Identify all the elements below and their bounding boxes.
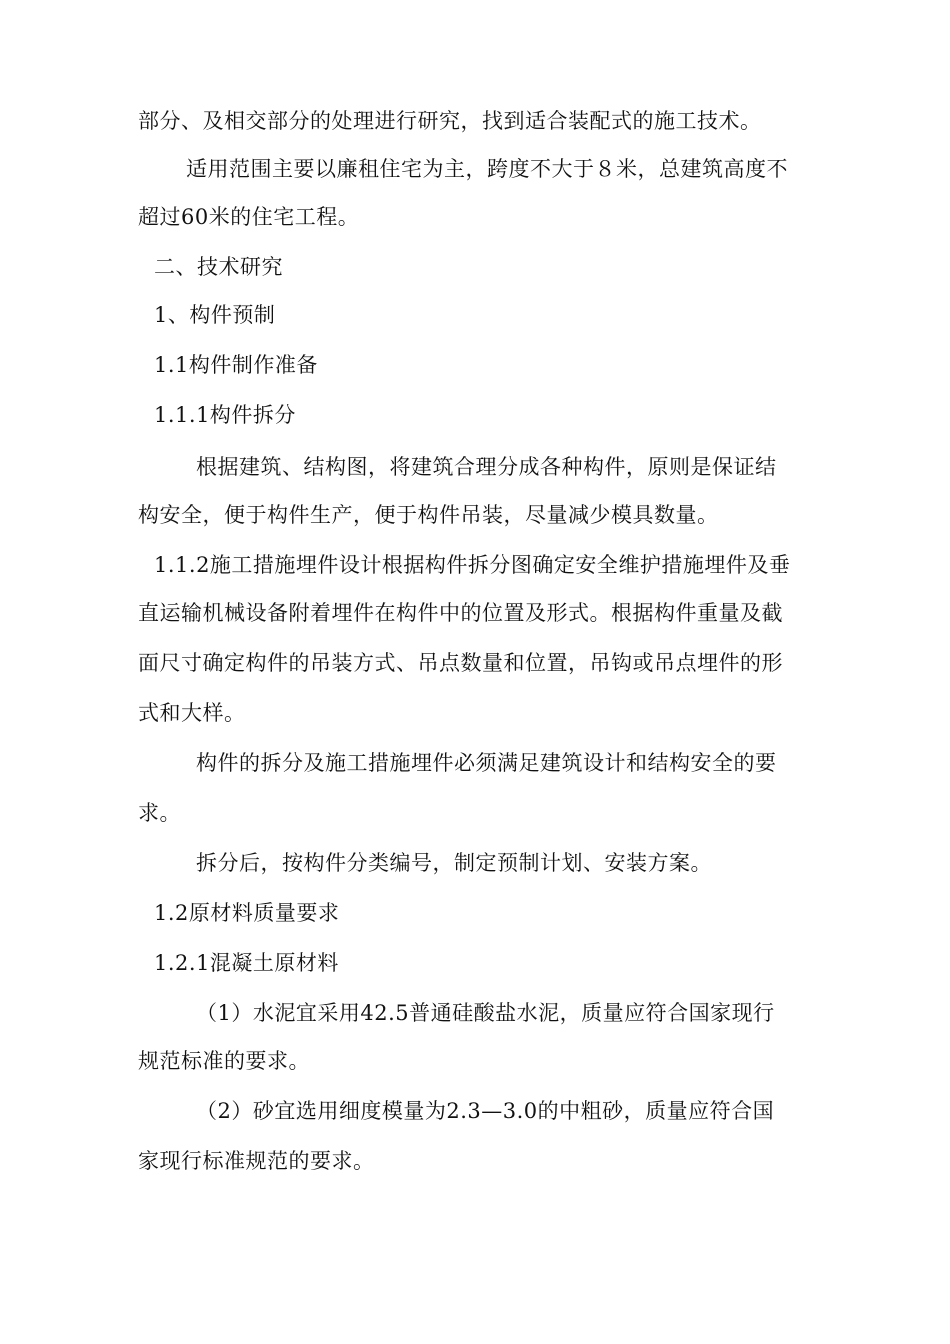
list-item: （2）砂宜选用细度模量为2.3—3.0的中粗砂，质量应符合国 (196, 1099, 775, 1123)
section-heading: 二、技术研究 (154, 255, 283, 279)
paragraph-line: 超过60米的住宅工程。 (138, 205, 360, 229)
paragraph-line: 面尺寸确定构件的吊装方式、吊点数量和位置，吊钩或吊点埋件的形 (138, 651, 783, 675)
paragraph-line: 根据建筑、结构图，将建筑合理分成各种构件，原则是保证结 (196, 455, 777, 479)
paragraph-line: 构安全，便于构件生产，便于构件吊装，尽量减少模具数量。 (138, 503, 719, 527)
list-item: （1）水泥宜采用42.5普通硅酸盐水泥，质量应符合国家现行 (196, 1001, 775, 1025)
paragraph-line: 直运输机械设备附着埋件在构件中的位置及形式。根据构件重量及截 (138, 601, 783, 625)
paragraph-line: 部分、及相交部分的处理进行研究，找到适合装配式的施工技术。 (138, 109, 762, 133)
subsection-heading: 1.1.2施工措施埋件设计根据构件拆分图确定安全维护措施埋件及垂 (154, 553, 791, 577)
paragraph-line: 构件的拆分及施工措施埋件必须满足建筑设计和结构安全的要 (196, 751, 777, 775)
paragraph-line: 适用范围主要以廉租住宅为主，跨度不大于８米，总建筑高度不 (186, 157, 788, 181)
subsection-heading: 1、构件预制 (154, 303, 276, 327)
paragraph-line: 规范标准的要求。 (138, 1049, 310, 1073)
paragraph-line: 拆分后，按构件分类编号，制定预制计划、安装方案。 (196, 851, 712, 875)
paragraph-line: 家现行标准规范的要求。 (138, 1149, 375, 1173)
subsection-heading: 1.1构件制作准备 (154, 353, 318, 377)
subsection-heading: 1.2.1混凝土原材料 (154, 951, 339, 975)
paragraph-line: 求。 (138, 801, 181, 825)
paragraph-line: 式和大样。 (138, 701, 246, 725)
subsection-heading: 1.2原材料质量要求 (154, 901, 340, 925)
subsection-heading: 1.1.1构件拆分 (154, 403, 296, 427)
